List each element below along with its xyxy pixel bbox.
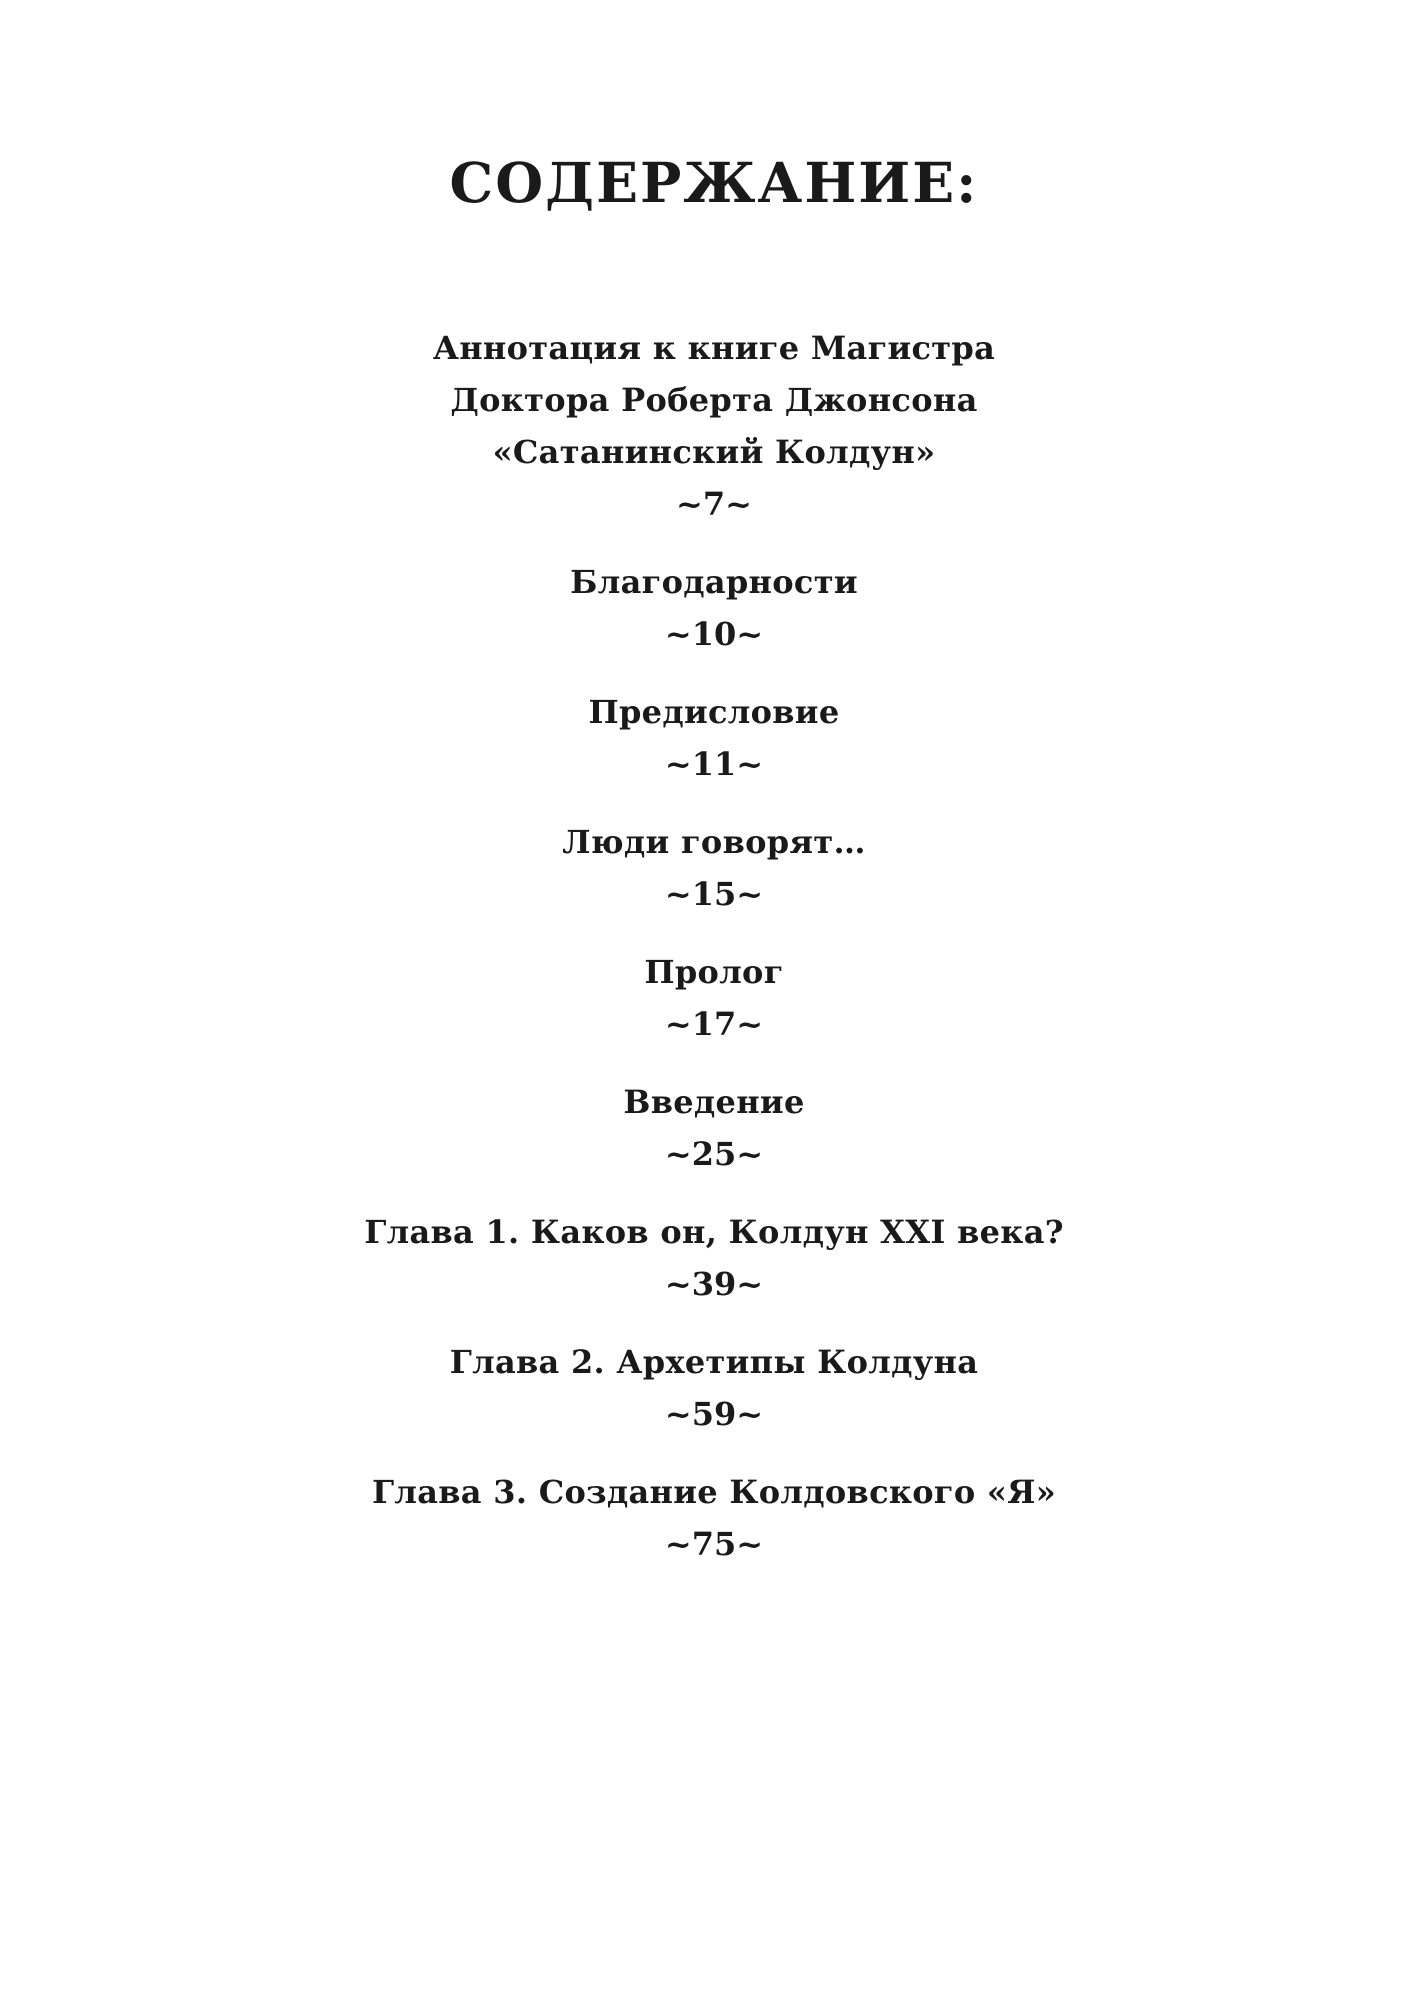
toc-entry-page-number: ~17~ [664,1005,764,1043]
toc-entry-people-say [0,816,1428,920]
toc-entry-acknowledgements [0,556,1428,660]
toc-entry-page-number: ~11~ [664,745,764,783]
toc-entry-prologue [0,946,1428,1050]
toc-entry-page-number: ~7~ [676,485,752,523]
toc-entry-title-line: Предисловие [588,693,840,731]
toc-entry-title-line: Глава 3. Создание Колдовского «Я» [371,1473,1057,1511]
toc-entry-page-number: ~15~ [664,875,764,913]
toc-entry-title-line: Пролог [644,953,784,991]
toc-entry-chapter-2 [0,1336,1428,1440]
toc-entry-title-line: Аннотация к книге Магистра [432,329,996,367]
toc-entry-preface [0,686,1428,790]
toc-entry-page-number: ~10~ [664,615,764,653]
toc-entry-page-number: ~75~ [664,1525,764,1563]
toc-entry-title-line: Введение [623,1083,805,1121]
toc-entry-chapter-1 [0,1206,1428,1310]
toc-title: СОДЕРЖАНИЕ: [449,150,979,215]
toc-entry-page-number: ~39~ [664,1265,764,1303]
toc-entry-title-line: Глава 2. Архетипы Колдуна [449,1343,979,1381]
toc-entry-title-line: Люди говорят… [562,823,866,861]
toc-entry-chapter-3 [0,1466,1428,1570]
toc-entry-title-line: «Сатанинский Колдун» [492,433,936,471]
toc-entry-title-line: Глава 1. Каков он, Колдун XXI века? [364,1213,1064,1251]
toc-entry-page-number: ~25~ [664,1135,764,1173]
toc-list [0,322,1428,1596]
toc-entry-introduction [0,1076,1428,1180]
toc-entry-title-line: Благодарности [570,563,858,601]
toc-entry-title-line: Доктора Роберта Джонсона [450,381,978,419]
toc-entry-page-number: ~59~ [664,1395,764,1433]
toc-entry-annotation [0,322,1428,530]
